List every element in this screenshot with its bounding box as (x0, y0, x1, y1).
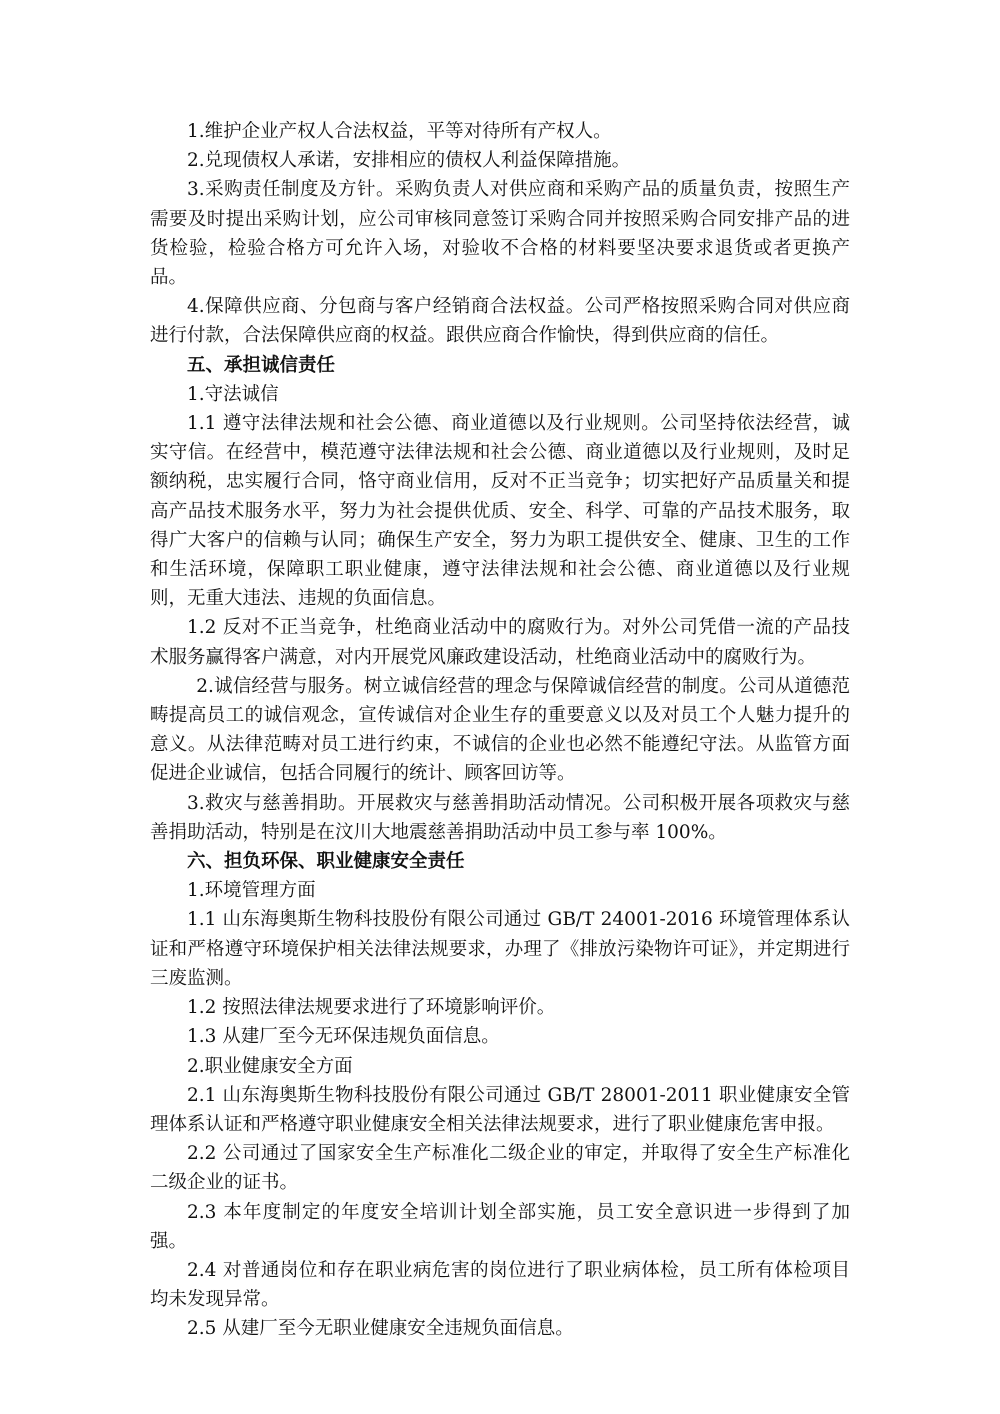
paragraph-ohs-2-2: 2.2 公司通过了国家安全生产标准化二级企业的审定，并取得了安全生产标准化二级企业的证书。 (150, 1143, 850, 1194)
subheading-law-integrity: 1.守法诚信 (187, 383, 279, 405)
paragraph-ohs-2-5: 2.5 从建厂至今无职业健康安全违规负面信息。 (187, 1318, 574, 1340)
document-page (150, 117, 850, 1344)
section-heading-5: 五、承担诚信责任 (187, 354, 336, 376)
paragraph-env-1-1: 1.1 山东海奥斯生物科技股份有限公司通过 GB/T 24001-2016 环境管理体系认证和严格遵守环境保护相关法律法规要求，办理了《排放污染物许可证》，并定期进行三废监测。 (150, 909, 850, 989)
paragraph-ohs-2-4: 2.4 对普通岗位和存在职业病危害的岗位进行了职业病体检，员工所有体检项目均未发现异常。 (150, 1259, 850, 1311)
paragraph-2: 2.兑现债权人承诺，安排相应的债权人利益保障措施。 (187, 150, 631, 172)
paragraph-ohs-2-1: 2.1 山东海奥斯生物科技股份有限公司通过 GB/T 28001-2011 职业健康安全管理体系认证和严格遵守职业健康安全相关法律法规要求，进行了职业健康危害申报。 (150, 1084, 850, 1135)
paragraph-integrity-service: 2.诚信经营与服务。树立诚信经营的理念与保障诚信经营的制度。公司从道德范畴提高员工的诚信观念，宣传诚信对企业生存的重要意义以及对员工个人魅力提升的意义。从法律范畴对员工进行约束，不诚信的企业也必然不能遵纪守法。从监管方面促进企业诚信，包括合同履行的统计、顾客回访等。 (150, 675, 850, 785)
section-heading-6: 六、担负环保、职业健康安全责任 (187, 851, 465, 873)
paragraph-1: 1.维护企业产权人合法权益，平等对待所有产权人。 (187, 121, 612, 142)
paragraph-ohs-2-3: 2.3 本年度制定的年度安全培训计划全部实施，员工安全意识进一步得到了加强。 (150, 1201, 850, 1252)
paragraph-env-1-3: 1.3 从建厂至今无环保违规负面信息。 (187, 1026, 500, 1048)
paragraph-4: 4.保障供应商、分包商与客户经销商合法权益。公司严格按照采购合同对供应商进行付款，合法保障供应商的权益。跟供应商合作愉快，得到供应商的信任。 (150, 296, 850, 347)
paragraph-env-1-2: 1.2 按照法律法规要求进行了环境影响评价。 (187, 997, 556, 1019)
paragraph-1-1: 1.1 遵守法律法规和社会公德、商业道德以及行业规则。公司坚持依法经营，诚实守信。在经营中，模范遵守法律法规和社会公德、商业道德以及行业规则，及时足额纳税，忠实履行合同，恪守商业信用，反对不正当竞争；切实把好产品质量关和提高产品技术服务水平，努力为社会提供优质、安全、科学、可靠的产品技术服务，取得广大客户的信赖与认同；确保生产安全，努力为职工提供安全、健康、卫生的工作和生活环境，保障职工职业健康，遵守法律法规和社会公德、商业道德以及行业规则，无重大违法、违规的负面信息。 (150, 413, 850, 610)
paragraph-3: 3.采购责任制度及方针。采购负责人对供应商和采购产品的质量负责，按照生产需要及时提出采购计划，应公司审核同意签订采购合同并按照采购合同安排产品的进货检验，检验合格方可允许入场，对验收不合格的材料要坚决要求退货或者更换产品。 (150, 179, 850, 289)
paragraph-1-2: 1.2 反对不正当竞争，杜绝商业活动中的腐败行为。对外公司凭借一流的产品技术服务赢得客户满意，对内开展党风廉政建设活动，杜绝商业活动中的腐败行为。 (150, 617, 850, 668)
subheading-environment: 1.环境管理方面 (187, 880, 316, 902)
subheading-occupational-health: 2.职业健康安全方面 (187, 1055, 353, 1077)
paragraph-charity: 3.救灾与慈善捐助。开展救灾与慈善捐助活动情况。公司积极开展各项救灾与慈善捐助活动，特别是在汶川大地震慈善捐助活动中员工参与率 100%。 (150, 792, 850, 843)
